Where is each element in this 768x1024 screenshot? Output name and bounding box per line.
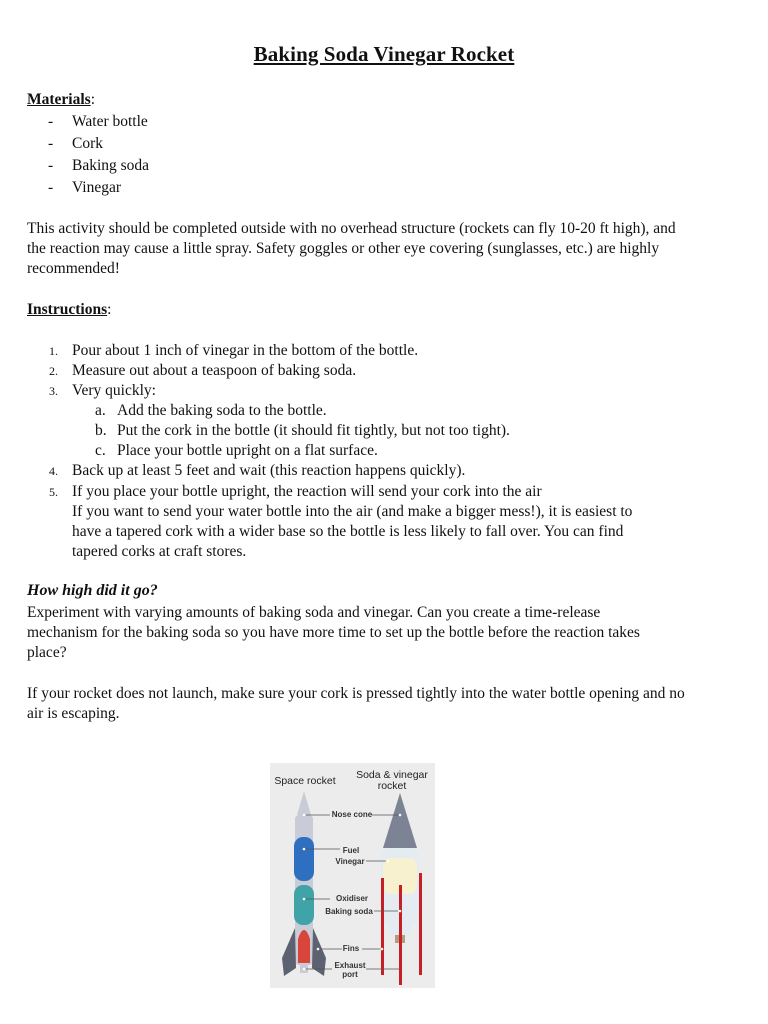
soda-rocket-title: Soda & vinegar rocket [356, 769, 428, 792]
instructions-heading-line [27, 300, 111, 320]
label-vinegar: Vinegar [335, 857, 365, 866]
label-fins: Fins [342, 944, 360, 953]
instructions-list: 1. Pour about 1 inch of vinegar in the bottom of the bottle. 2. Measure out about a teaspoon of baking soda. 3. Very quickly: a. Add the baking soda to the bottle. b. Put the cork in the bottle (it should fit tightly, but not too tight). c. Place your bottle upright on a flat surface. 4. Back up at least 5 feet and wait (this reaction happens quickly). 5. If you place your bottle upright, the reaction will send your cork into the air If you want to send your water bottle into the air (and make a bigger mess!), it is easiest to have a tapered cork with a wider base so the bottle is less likely to fall over. You can find tapered corks at craft stores. [49, 342, 633, 560]
space-rocket-title: Space rocket [274, 775, 336, 787]
space-rocket-fuel [294, 837, 314, 881]
label-oxidiser: Oxidiser [335, 894, 368, 903]
label-baking-soda: Baking soda [325, 907, 373, 916]
soda-rocket-cone [383, 793, 417, 848]
rocket-diagram-graphic [270, 763, 435, 988]
list-item: - Vinegar [48, 179, 121, 196]
materials-list [27, 112, 327, 200]
instructions-colon: : [107, 301, 112, 318]
list-item: - Water bottle [48, 113, 148, 130]
soda-rocket-stick-right [419, 873, 422, 975]
label-fuel: Fuel [342, 846, 360, 855]
list-item: - Cork [48, 135, 103, 152]
space-rocket-flame [298, 930, 310, 963]
label-nose-cone: Nose cone [331, 810, 373, 819]
materials-colon: : [90, 91, 96, 108]
how-high-heading: How high did it go? [27, 582, 158, 599]
instructions-heading: Instructions [27, 301, 108, 318]
how-high-paragraph: Experiment with varying amounts of baking soda and vinegar. Can you create a time-release mechanism for the baking soda so you have more time to set up the bottle before the reaction takes place? [27, 604, 640, 661]
safety-paragraph: This activity should be completed outside with no overhead structure (rockets can fly 10-20 ft high), and the reaction may cause a little spray. Safety goggles or other eye covering (sunglasses, etc.) are highly recommended! [27, 220, 676, 277]
page-title: Baking Soda Vinegar Rocket [253, 42, 515, 66]
rocket-comparison-diagram [270, 763, 435, 988]
materials-heading-line [27, 90, 95, 110]
space-rocket-nose [297, 791, 311, 815]
space-rocket-oxidiser [294, 885, 314, 925]
soda-rocket-stick-left [381, 878, 384, 975]
list-item: - Baking soda [48, 157, 150, 174]
troubleshoot-paragraph: If your rocket does not launch, make sure your cork is pressed tightly into the water bottle opening and no air is escaping. [27, 685, 685, 722]
label-exhaust-port: Exhaust port [334, 961, 366, 979]
soda-rocket-stick-mid [399, 885, 402, 985]
space-rocket-fin-left [282, 928, 296, 976]
materials-heading: Materials [27, 91, 91, 108]
